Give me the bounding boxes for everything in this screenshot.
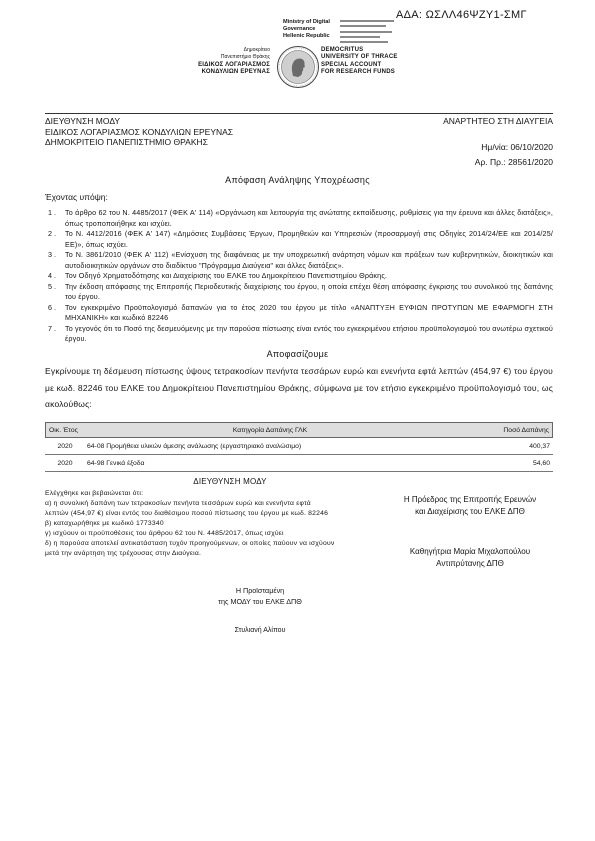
- table-row: [45, 455, 553, 472]
- table-header-row: [45, 422, 553, 438]
- head-title-line: της ΜΟΔΥ του ΕΛΚΕ ΔΠΘ: [218, 597, 302, 606]
- list-item: [45, 250, 553, 271]
- logo-line: UNIVERSITY OF THRACE: [321, 54, 398, 61]
- list-item: [45, 303, 553, 324]
- logo-line: ΚΟΝΔΥΛΙΩΝ ΕΡΕΥΝΑΣ: [201, 69, 270, 76]
- item-text: Το Ν. 3861/2010 (ΦΕΚ Α' 112) «Ενίσχυση της διαφάνειας με την υποχρεωτική ανάρτηση νόμων και πράξεων των κυβερνητικών, διοικητικών και αυτοδιοικητικών οργάνων στο διαδίκτυο "Πρόγραμμα Διαύγεια" και άλλες διατάξεις».: [65, 250, 553, 270]
- item-text: Τον Οδηγό Χρηματοδότησης και Διαχείρισης του ΕΛΚΕ του Δημοκρίτειου Πανεπιστημίου Θράκης.: [65, 271, 388, 280]
- issuer-block: [45, 116, 233, 148]
- cell-category: 64-98 Γενικά έξοδα: [87, 459, 145, 467]
- item-number: 1 .: [48, 208, 56, 217]
- president-title-line: και Διαχείρισης του ΕΛΚΕ ΔΠΘ: [415, 506, 525, 516]
- considerations-heading: Έχοντας υπόψη:: [45, 192, 108, 202]
- decision-paragraph: Εγκρίνουμε τη δέσμευση πίστωσης ύψους τετρακοσίων πενήντα τεσσάρων ευρώ και ενενήντα εφτά λεπτών (454,97 €) του έργου με κωδ. 82246 του ΕΛΚΕ του Δημοκρίτειου Πανεπιστημίου Θράκης, σύμφωνα με τον ετήσιο εγκεκριμένο προϋπολογισμό του, ως ακολούθως:: [45, 366, 553, 409]
- document-date: Ημ/νία: 06/10/2020: [481, 142, 553, 152]
- logo-line: Πανεπιστήμιο Θράκης: [220, 54, 270, 61]
- ministry-line: Governance: [283, 26, 316, 32]
- president-role: Αντιπρύτανης ΔΠΘ: [436, 558, 504, 568]
- cell-year: 2020: [57, 459, 73, 467]
- cell-category: 64-08 Προμήθεια υλικών άμεσης ανάλωσης (εργαστηριακό αναλώσιμο): [87, 442, 302, 450]
- ada-code: ΑΔΑ: ΩΣΛΛ46ΨΖΥ1-ΣΜΓ: [396, 9, 527, 21]
- list-item: [45, 229, 553, 250]
- item-text: Την έκδοση απόφασης της Επιτροπής Περιοδευτικής διαχείρισης του έργου, η οποία επέχει θέση απόφασης έγκρισης του συνολικού της δαπάνης του έργου.: [65, 281, 553, 301]
- item-number: 3 .: [48, 250, 56, 259]
- logo-line: DEMOCRITUS: [321, 47, 364, 53]
- list-item: [45, 271, 553, 282]
- table-row: [45, 438, 553, 455]
- item-number: 4 .: [48, 271, 56, 280]
- list-item: [45, 324, 553, 345]
- cell-amount: 400,37: [529, 442, 550, 450]
- header-divider: [45, 113, 553, 114]
- item-text: Το Ν. 4412/2016 (ΦΕΚ Α' 147) «Δημόσιες Συμβάσεις Έργων, Προμηθειών και Υπηρεσιών (προσαρμογή στις Οδηγίες 2014/24/ΕΕ και 2014/25/ΕΕ)», όπως ισχύει.: [65, 229, 553, 249]
- head-of-unit-name: Στυλιανή Αλίπου: [234, 627, 286, 634]
- item-text: Το γεγονός ότι το Ποσό της δεσμευόμενης με την παρούσα πίστωσης είναι εντός του εγκεκριμένου ετήσιου προϋπολογισμού του ανωτέρω σχετικού έργου.: [65, 323, 553, 343]
- document-title: Απόφαση Ανάληψης Υποχρέωσης: [225, 175, 370, 185]
- verification-heading: Ελέγχθηκε και βεβαιώνεται ότι:: [45, 490, 144, 497]
- item-number: 5 .: [48, 281, 56, 291]
- directorate-label: ΔΙΕΥΘΥΝΣΗ ΜΟΔΥ: [193, 477, 267, 486]
- elke-logo-text: [170, 47, 270, 77]
- list-item: [45, 282, 553, 303]
- verification-block: [45, 489, 335, 559]
- expenditure-table: [45, 422, 553, 472]
- head-title-line: Η Προϊσταμένη: [235, 586, 285, 595]
- item-number: 7 .: [48, 323, 56, 333]
- president-title: [375, 494, 565, 517]
- ministry-line: Ministry of Digital: [283, 19, 330, 25]
- issuer-line: ΔΗΜΟΚΡΙΤΕΙΟ ΠΑΝΕΠΙΣΤΗΜΙΟ ΘΡΑΚΗΣ: [45, 137, 208, 148]
- protocol-number: Αρ. Πρ.: 28561/2020: [474, 157, 553, 167]
- university-seal: [276, 45, 320, 89]
- logo-line: ΕΙΔΙΚΟΣ ΛΟΓΑΡΙΑΣΜΟΣ: [198, 61, 270, 68]
- header-year: Οικ. Έτος: [49, 426, 78, 434]
- considerations-list: [45, 208, 553, 345]
- logo-line: FOR RESEARCH FUNDS: [321, 69, 395, 76]
- verification-item: δ) η παρούσα αποτελεί αντικατάσταση τυχόν προηγούμενων, οι οποίες παύουν να ισχύουν μετά την ανάρτηση της τρέχουσας στην Διαύγεια.: [45, 540, 335, 557]
- issuer-line: ΕΙΔΙΚΟΣ ΛΟΓΑΡΙΑΣΜΟΣ ΚΟΝΔΥΛΙΩΝ ΕΡΕΥΝΑΣ: [45, 126, 234, 137]
- digital-signature-details: [340, 20, 396, 46]
- verification-item: α) η συνολική δαπάνη των τετρακοσίων πενήντα τεσσάρων ευρώ και ενενήντα εφτά λεπτών (454,97 €) είναι εντός του διαθέσιμου ποσού πίστωσης του έργου με κωδ. 82246: [45, 500, 329, 517]
- header-category: Κατηγορία Δαπάνης ΓΛΚ: [232, 426, 308, 434]
- list-item: [45, 208, 553, 229]
- president-name: Καθηγήτρια Μαρία Μιχαλοπούλου: [409, 547, 531, 556]
- logo-line: SPECIAL ACCOUNT: [321, 61, 382, 68]
- president-title-line: Η Πρόεδρος της Επιτροπής Ερευνών: [403, 495, 537, 504]
- issuer-line: ΔΙΕΥΘΥΝΣΗ ΜΟΔΥ: [45, 116, 121, 126]
- verification-item: β) καταχωρήθηκε με κωδικό 1773340: [45, 520, 164, 527]
- ministry-signature-label: [283, 19, 330, 40]
- decision-heading: Αποφασίζουμε: [266, 349, 329, 359]
- item-text: Τον εγκεκριμένο Προϋπολογισμό δαπανών για το έτος 2020 του έργου με τίτλο «ΑΝΑΠΤΥΞΗ ΕΥΦΙΩΝ ΠΡΟΤΥΠΩΝ ΜΕ ΕΦΑΡΜΟΓΗ ΣΤΗ ΜΗΧΑΝΙΚΗ» και κωδικό 82246: [65, 302, 553, 322]
- cell-amount: 54,60: [532, 459, 550, 467]
- ministry-line: Hellenic Republic: [283, 33, 330, 39]
- verification-item: γ) ισχύουν οι προϋποθέσεις του άρθρου 62 του Ν. 4485/2017, όπως ισχύει: [45, 530, 284, 537]
- posting-note: ΑΝΑΡΤΗΤΕΟ ΣΤΗ ΔΙΑΥΓΕΙΑ: [443, 116, 553, 126]
- cell-year: 2020: [57, 442, 73, 450]
- president-signature: [375, 546, 565, 569]
- header-amount: Ποσό Δαπάνης: [503, 426, 549, 434]
- item-number: 6 .: [48, 302, 56, 312]
- item-number: 2 .: [48, 229, 56, 238]
- head-of-unit-title: [160, 585, 360, 607]
- item-text: Το άρθρο 62 του Ν. 4485/2017 (ΦΕΚ Α' 114) «Οργάνωση και λειτουργία της ανώτατης εκπαίδευσης, ρυθμίσεις για την έρευνα και άλλες διατάξεις», όπως τροποποιήθηκε και ισχύει.: [65, 208, 553, 228]
- logo-line: Δημοκρίτειο: [243, 47, 270, 53]
- democritus-logo-text: [321, 47, 431, 77]
